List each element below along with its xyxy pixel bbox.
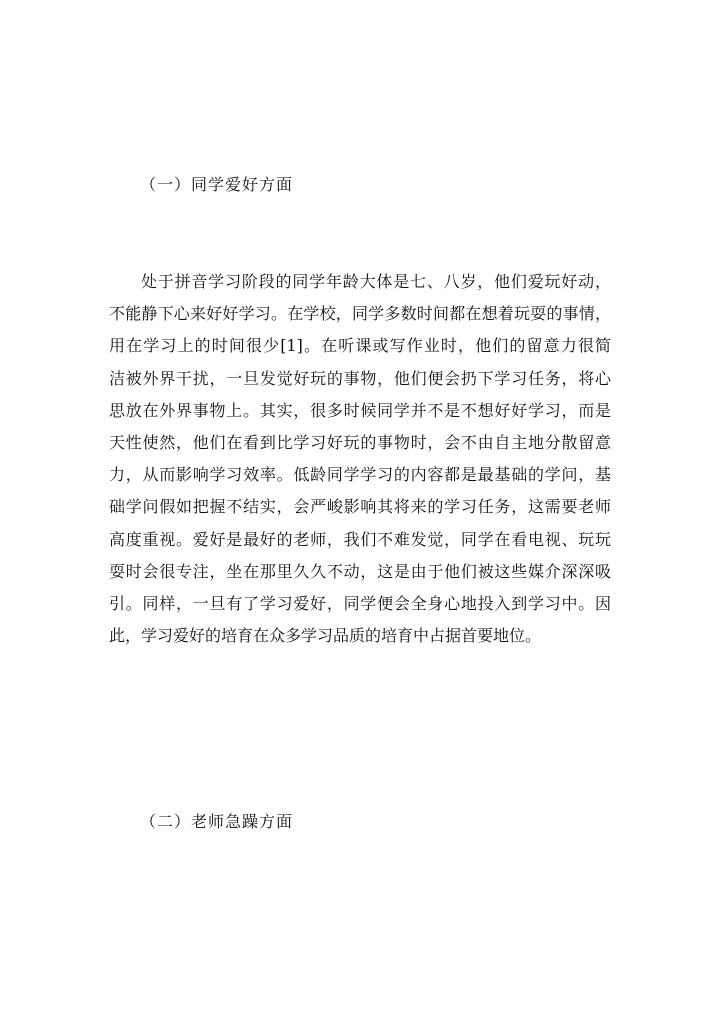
paragraph-line: 用在学习上的时间很少[1]。在听课或写作业时，他们的留意力很简 [109,336,611,356]
paragraph-line: 础学问假如把握不结实，会严峻影响其将来的学习任务，这需要老师 [109,497,611,517]
paragraph-line: 思放在外界事物上。其实，很多时候同学并不是不想好好学习，而是 [109,400,611,420]
paragraph-line: 处于拼音学习阶段的同学年龄大体是七、八岁，他们爱玩好动， [141,272,611,291]
paragraph-line: 耍时会很专注，坐在那里久久不动，这是由于他们被这些媒介深深吸 [109,561,611,581]
paragraph-line: 此，学习爱好的培育在众多学习品质的培育中占据首要地位。 [109,626,542,646]
paragraph-line: 力，从而影响学习效率。低龄同学学习的内容都是最基础的学问，基 [109,465,611,485]
paragraph-line: 天性使然，他们在看到比学习好玩的事物时，会不由自主地分散留意 [109,432,611,452]
body-paragraph [109,266,611,652]
paragraph-line: 引。同样，一旦有了学习爱好，同学便会全身心地投入到学习中。因 [109,593,611,613]
paragraph-line: 高度重视。爱好是最好的老师，我们不难发觉，同学在看电视、玩玩 [109,529,611,549]
section-heading-1: （一）同学爱好方面 [140,175,294,194]
paragraph-line: 洁被外界干扰，一旦发觉好玩的事物，他们便会扔下学习任务，将心 [109,368,611,388]
paragraph-line: 不能静下心来好好学习。在学校，同学多数时间都在想着玩耍的事情， [109,304,611,324]
section-heading-2: （二）老师急躁方面 [140,812,294,831]
